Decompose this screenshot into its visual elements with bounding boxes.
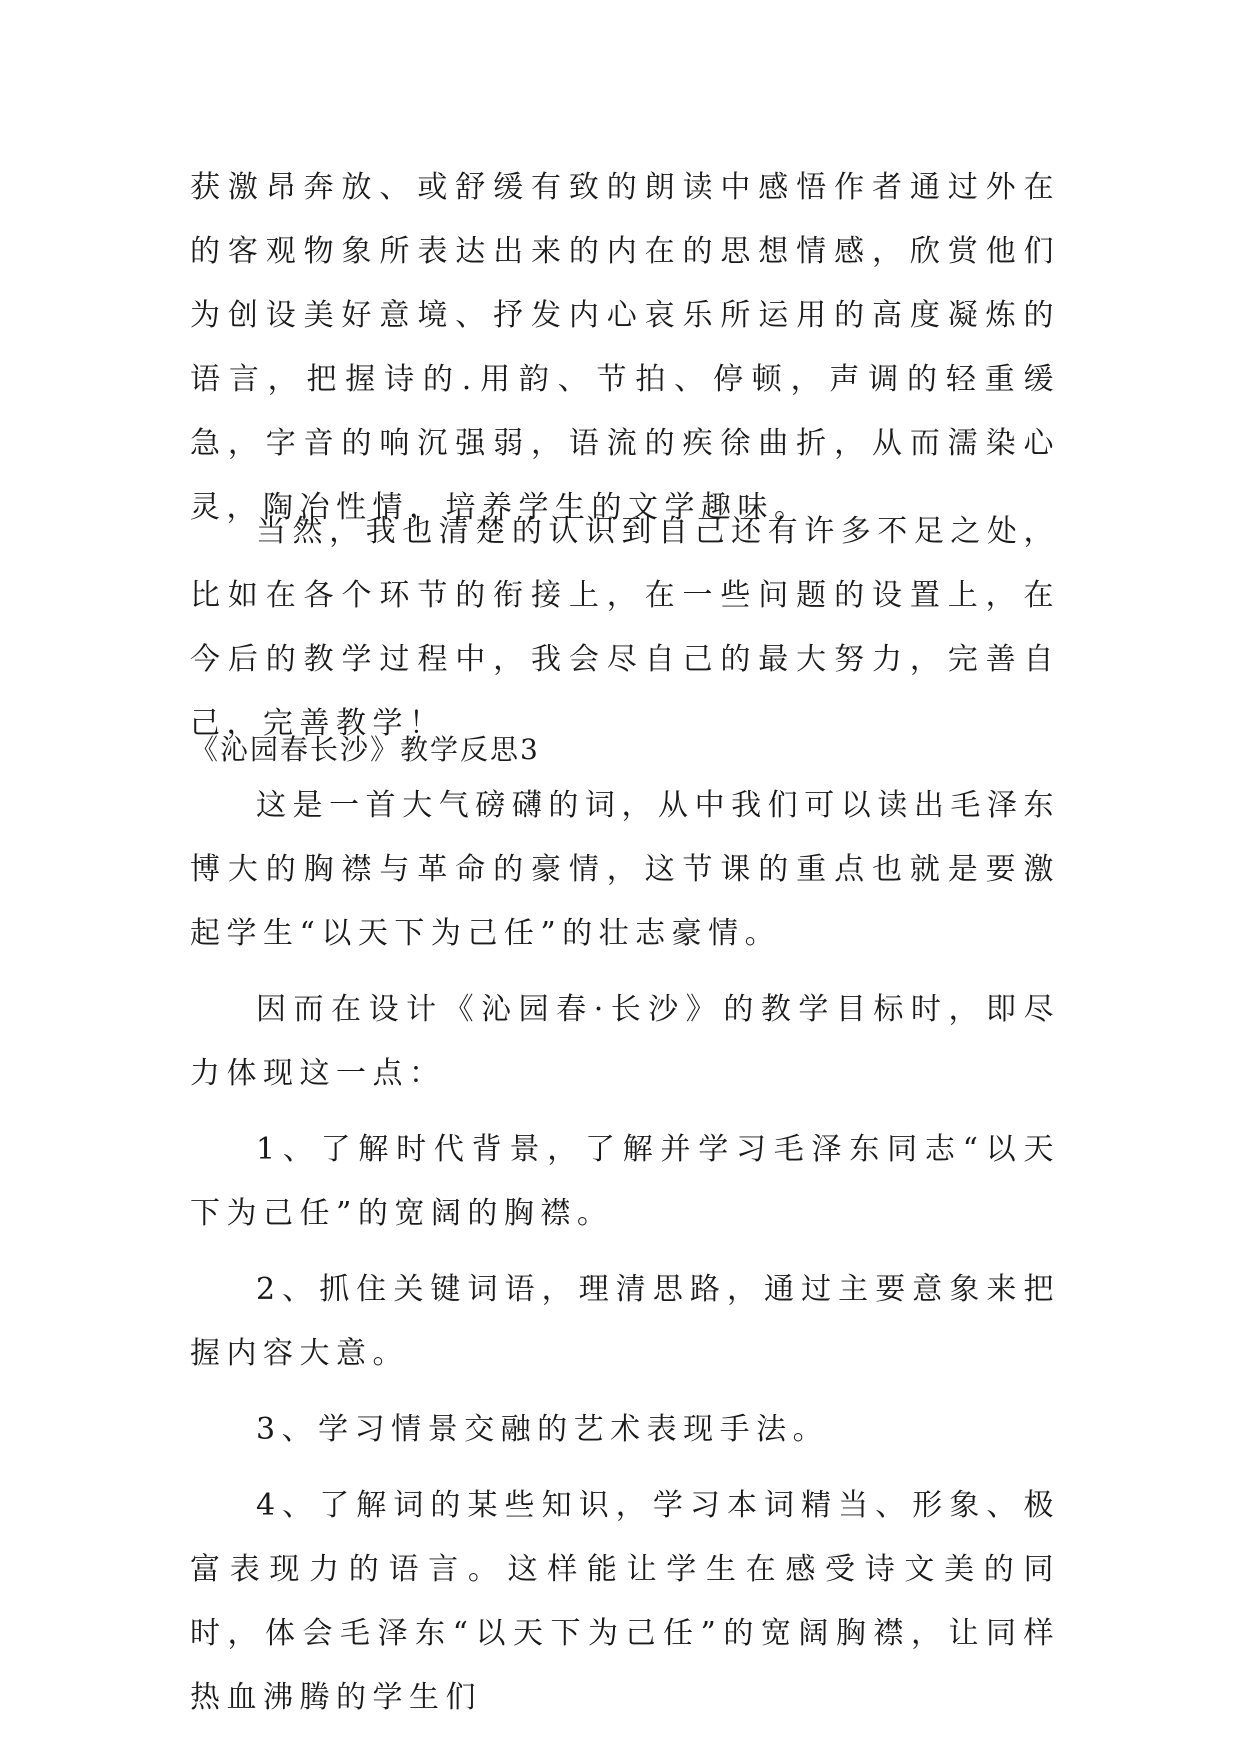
list-item-goal-2: 2、抓住关键词语，理清思路，通过主要意象来把握内容大意。 [190, 1272, 1060, 1371]
list-item-goal-4: 4、了解词的某些知识，学习本词精当、形象、极富表现力的语言。这样能让学生在感受诗文美的同时，体会毛泽东“以天下为己任”的宽阔胸襟，让同样热血沸腾的学生们 [190, 1488, 1060, 1715]
paragraph-goals-lead: 因而在设计《沁园春·长沙》的教学目标时，即尽力体现这一点： [190, 992, 1060, 1091]
paragraph-intro: 这是一首大气磅礴的词，从中我们可以读出毛泽东博大的胸襟与革命的豪情，这节课的重点也就是要激起学生“以天下为己任”的壮志豪情。 [190, 788, 1060, 951]
paragraph-group-1 [190, 156, 1060, 540]
paragraph-group-2 [190, 500, 1060, 756]
paragraph-group-3 [190, 774, 1060, 1730]
paragraph-continuation: 获激昂奔放、或舒缓有致的朗读中感悟作者通过外在的客观物象所表达出来的内在的思想情感，欣赏他们为创设美好意境、抒发内心哀乐所运用的高度凝炼的语言，把握诗的.用韵、节拍、停顿，声调的轻重缓急，字音的响沉强弱，语流的疾徐曲折，从而濡染心灵，陶冶性情，培养学生的文学趣味。 [190, 170, 1060, 525]
list-item-goal-3: 3、学习情景交融的艺术表现手法。 [256, 1412, 830, 1447]
list-item-goal-1: 1、了解时代背景，了解并学习毛泽东同志“以天下为己任”的宽阔的胸襟。 [190, 1132, 1060, 1231]
paragraph-reflection: 当然，我也清楚的认识到自己还有许多不足之处，比如在各个环节的衔接上，在一些问题的设置上，在今后的教学过程中，我会尽自己的最大努力，完善自己，完善教学！ [190, 514, 1060, 741]
section-title: 《沁园春长沙》教学反思3 [190, 733, 540, 766]
